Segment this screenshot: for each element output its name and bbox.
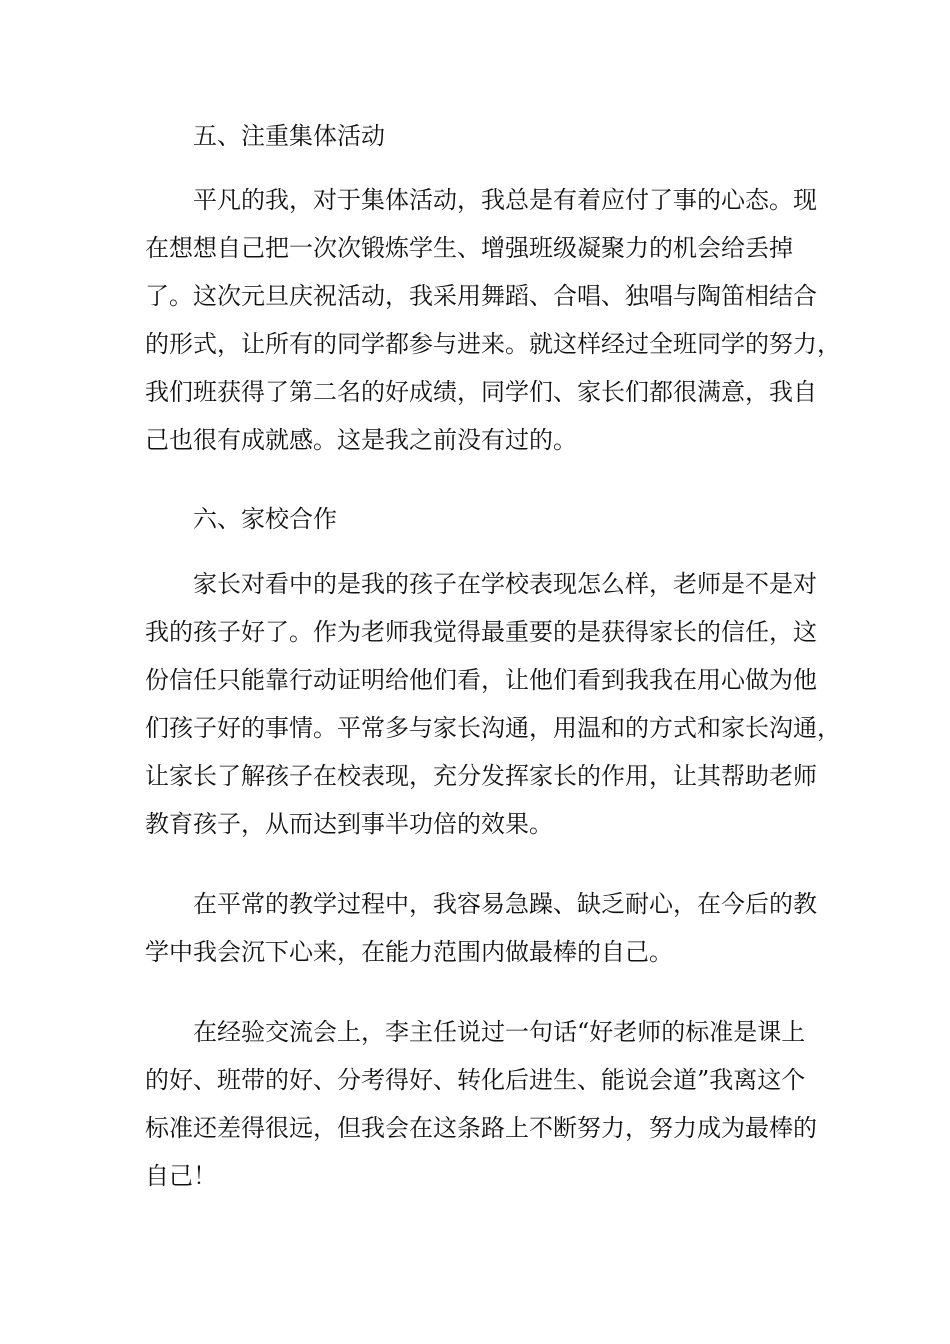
paragraph [145,1008,817,1200]
paragraph-line: 份信任只能靠行动证明给他们看，让他们看到我我在用心做为他 [145,666,817,694]
paragraph-line: 的好、班带的好、分考得好、转化后进生、能说会道”我离这个 [145,1066,806,1094]
paragraph-line: 的形式，让所有的同学都参与进来。就这样经过全班同学的努力， [145,330,841,358]
paragraph [145,880,817,976]
paragraph-line: 自己！ [145,1162,217,1190]
paragraph-line: 标准还差得很远，但我会在这条路上不断努力，努力成为最棒的 [145,1114,817,1142]
paragraph [145,176,841,464]
paragraph [145,560,841,848]
paragraph-line: 在平常的教学过程中，我容易急躁、缺乏耐心，在今后的教 [193,890,817,918]
paragraph-line: 在想想自己把一次次锻炼学生、增强班级凝聚力的机会给丢掉 [145,234,793,262]
section-heading: 五、注重集体活动 [193,122,385,150]
paragraph-line: 教育孩子，从而达到事半功倍的效果。 [145,810,553,838]
paragraph-line: 让家长了解孩子在校表现，充分发挥家长的作用，让其帮助老师 [145,762,817,790]
section-heading: 六、家校合作 [193,505,337,533]
paragraph-line: 己也很有成就感。这是我之前没有过的。 [145,426,577,454]
paragraph-line: 学中我会沉下心来，在能力范围内做最棒的自己。 [145,938,673,966]
paragraph-line: 家长对看中的是我的孩子在学校表现怎么样，老师是不是对 [193,570,817,598]
paragraph-line: 们孩子好的事情。平常多与家长沟通，用温和的方式和家长沟通， [145,714,841,742]
paragraph-line: 在经验交流会上，李主任说过一句话“好老师的标准是课上 [193,1018,806,1046]
paragraph-line: 了。这次元旦庆祝活动，我采用舞蹈、合唱、独唱与陶笛相结合 [145,282,817,310]
paragraph-line: 我的孩子好了。作为老师我觉得最重要的是获得家长的信任，这 [145,618,817,646]
paragraph-line: 平凡的我，对于集体活动，我总是有着应付了事的心态。现 [193,186,817,214]
paragraph-line: 我们班获得了第二名的好成绩，同学们、家长们都很满意，我自 [145,378,817,406]
